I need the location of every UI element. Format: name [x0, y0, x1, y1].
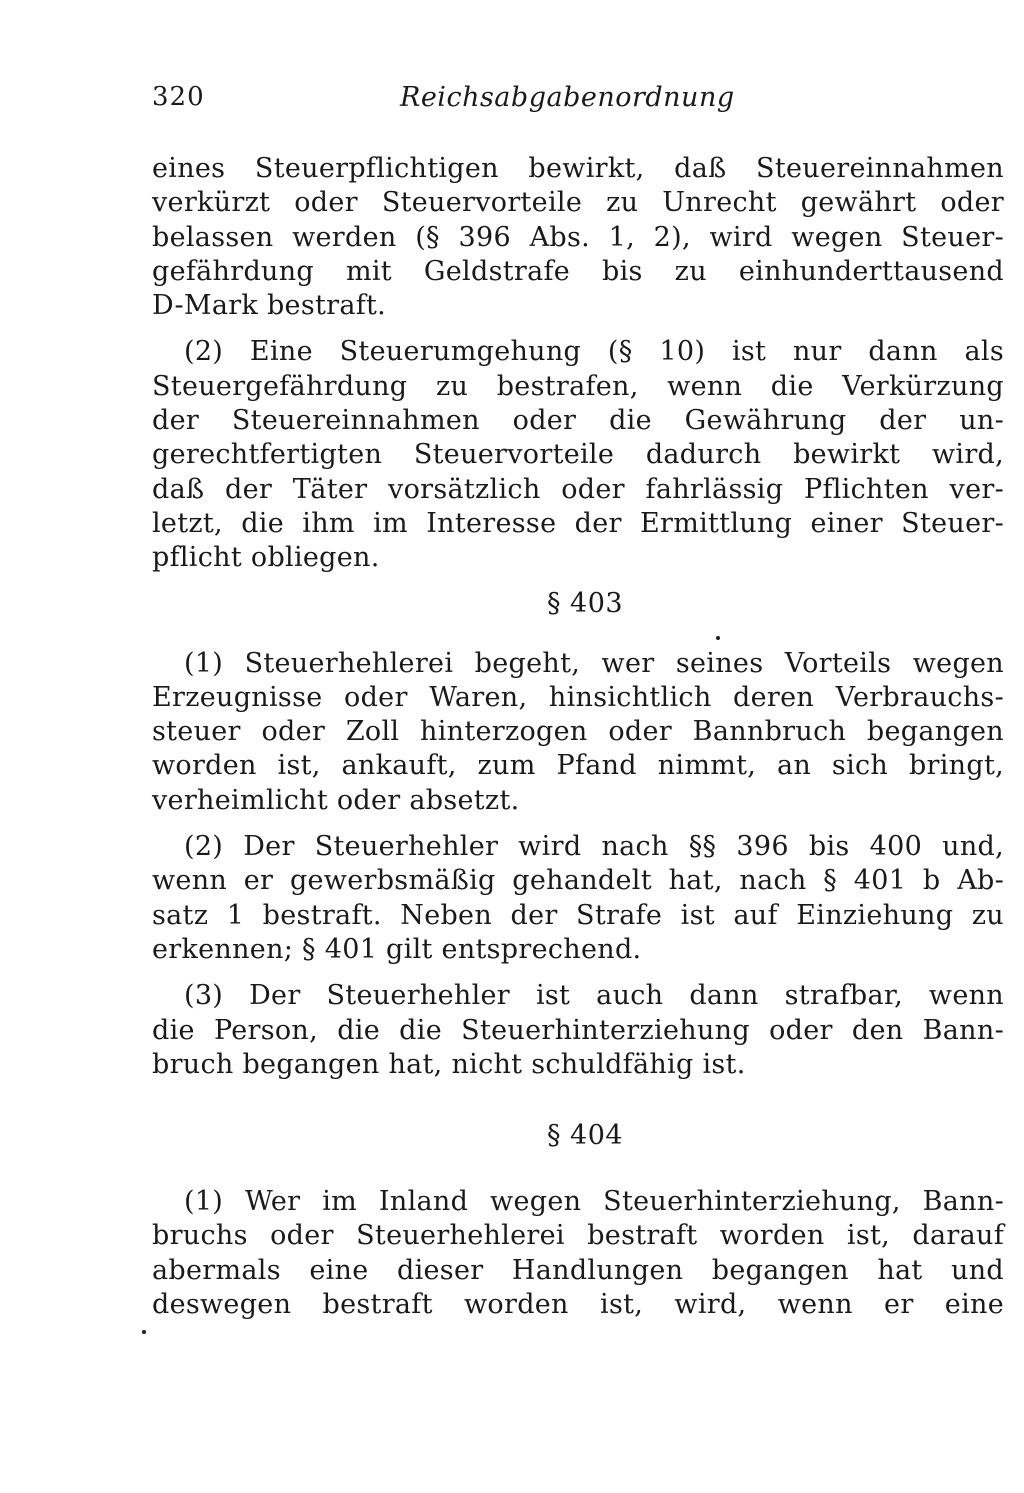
- paragraph-403-2: [152, 830, 1004, 967]
- text-line: wenn er gewerbsmäßig gehandelt hat, nach § 401 b Ab-: [152, 865, 1004, 897]
- text-line: pflicht obliegen.: [152, 542, 380, 574]
- text-line: (2) Der Steuerhehler wird nach §§ 396 bis 400 und,: [184, 831, 1004, 863]
- paragraph-404-1: [152, 1185, 1004, 1322]
- text-line: Erzeugnisse oder Waren, hinsichtlich deren Verbrauchs-: [152, 681, 1004, 713]
- text-line: verkürzt oder Steuervorteile zu Unrecht gewährt oder: [152, 187, 1004, 219]
- text-line: eines Steuerpflichtigen bewirkt, daß Steuereinnahmen: [152, 153, 1004, 184]
- text-line: der Steuereinnahmen oder die Gewährung der un-: [152, 405, 1004, 437]
- section-heading-404: § 404: [546, 1120, 624, 1152]
- text-line: (2) Eine Steuerumgehung (§ 10) ist nur dann als: [184, 336, 1004, 368]
- text-line: worden ist, ankauft, zum Pfand nimmt, an sich bringt,: [152, 750, 1004, 782]
- text-line: gefährdung mit Geldstrafe bis zu einhunderttausend: [152, 255, 1004, 287]
- text-line: letzt, die ihm im Interesse der Ermittlung einer Steuer-: [152, 507, 1004, 539]
- print-speck: [716, 636, 720, 640]
- text-line: D-Mark bestraft.: [152, 290, 387, 322]
- text-line: daß der Täter vorsätzlich oder fahrlässig Pflichten ver-: [152, 473, 1004, 505]
- text-line: abermals eine dieser Handlungen begangen hat und: [152, 1254, 1004, 1286]
- paragraph-402-2: [152, 335, 1004, 575]
- text-line: (1) Steuerhehlerei begeht, wer seines Vorteils wegen: [184, 647, 1004, 679]
- print-speck: [142, 1330, 146, 1334]
- text-line: steuer oder Zoll hinterzogen oder Bannbruch begangen: [152, 716, 1004, 748]
- text-line: erkennen; § 401 gilt entsprechend.: [152, 933, 642, 965]
- text-line: bruchs oder Steuerhehlerei bestraft worden ist, darauf: [152, 1220, 1004, 1252]
- paragraph-403-3: [152, 979, 1004, 1082]
- paragraph-continuation: [152, 152, 1004, 323]
- text-line: bruch begangen hat, nicht schuldfähig ist.: [152, 1048, 746, 1080]
- text-line: satz 1 bestraft. Neben der Strafe ist auf Einziehung zu: [152, 899, 1004, 931]
- text-line: belassen werden (§ 396 Abs. 1, 2), wird wegen Steuer-: [152, 221, 1004, 253]
- page-body: [152, 152, 1004, 1334]
- text-line: die Person, die die Steuerhinterziehung oder den Bann-: [152, 1014, 1004, 1046]
- text-line: Steuergefährdung zu bestrafen, wenn die Verkürzung: [152, 370, 1004, 402]
- section-heading-403: § 403: [546, 587, 624, 619]
- text-line: deswegen bestraft worden ist, wird, wenn er eine: [152, 1289, 1004, 1321]
- paragraph-403-1: [152, 647, 1004, 818]
- text-line: (3) Der Steuerhehler ist auch dann strafbar, wenn: [184, 980, 1004, 1012]
- running-title: Reichsabgabenordnung: [400, 82, 735, 113]
- page-number: 320: [152, 82, 205, 112]
- text-line: (1) Wer im Inland wegen Steuerhinterziehung, Bann-: [184, 1186, 1004, 1218]
- text-line: gerechtfertigten Steuervorteile dadurch bewirkt wird,: [152, 439, 1004, 471]
- text-line: verheimlicht oder absetzt.: [152, 784, 520, 816]
- page-header: [152, 82, 1004, 126]
